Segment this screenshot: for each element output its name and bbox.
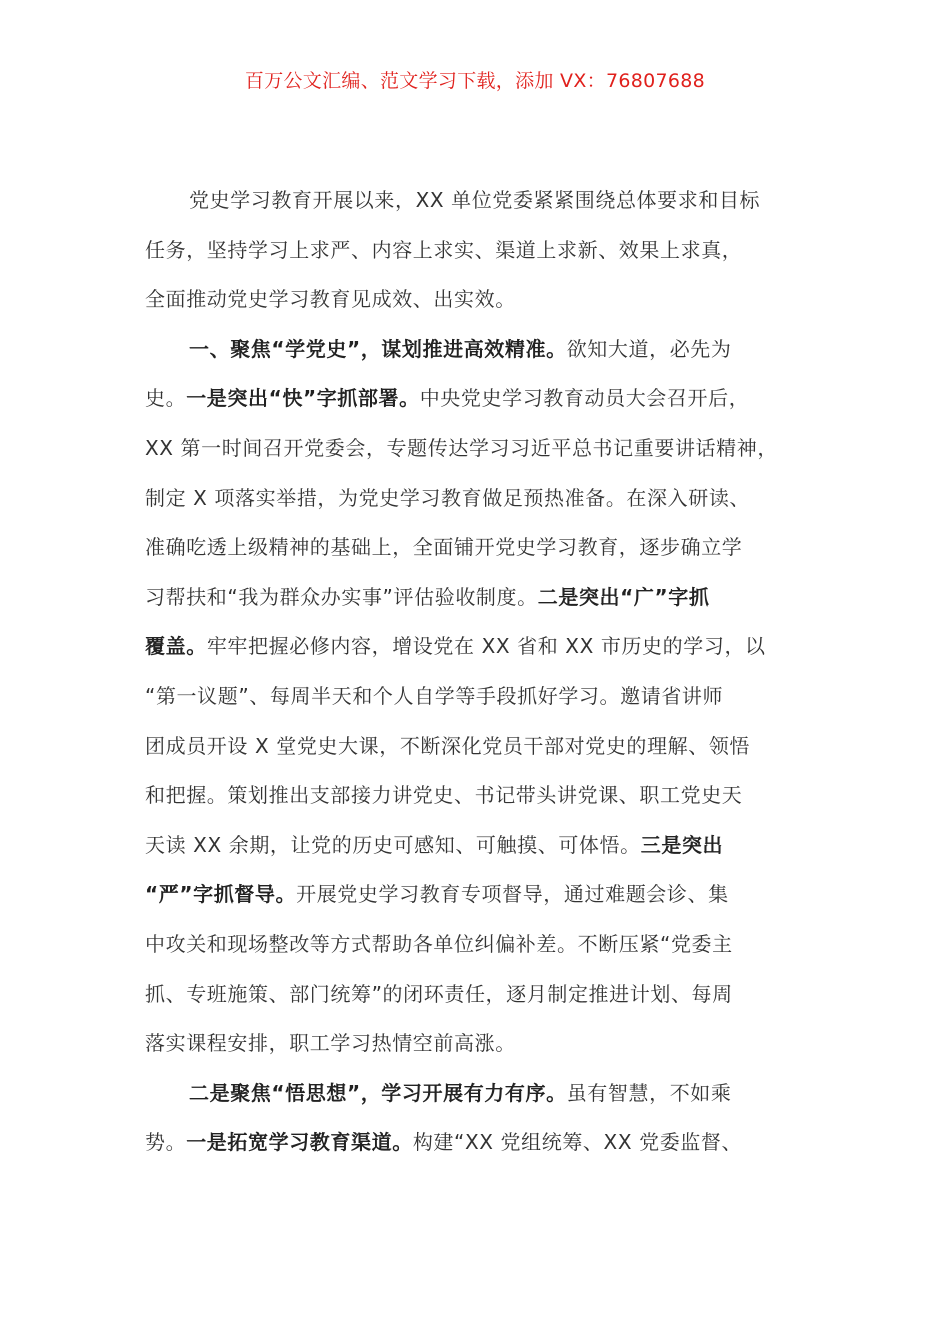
text-line — [145, 1075, 815, 1112]
text-line — [145, 628, 815, 665]
body-text: 党史学习教育开展以来，XX 单位党委紧紧围绕总体要求和目标 — [189, 188, 761, 212]
text-line — [145, 480, 815, 517]
body-text: 牢牢把握必修内容，增设党在 XX 省和 XX 市历史的学习，以 — [206, 634, 766, 659]
body-text: 中攻关和现场整改等方式帮助各单位纠偏补差。不断压紧“党委主 — [145, 931, 733, 956]
body-text: 全面推动党史学习教育见成效、出实效。 — [145, 287, 516, 312]
text-line — [145, 876, 815, 913]
text-line — [145, 777, 815, 814]
body-text: 和把握。策划推出支部接力讲党史、书记带头讲党课、职工党史天 — [145, 783, 743, 808]
watermark-header: 百万公文汇编、范文学习下载，添加 VX：76807688 — [244, 70, 706, 92]
text-line — [145, 529, 815, 566]
body-text: 天读 XX 余期，让党的历史可感知、可触摸、可体悟。 — [145, 832, 641, 857]
bold-heading-text: 二是聚焦“悟思想”，学习开展有力有序。 — [189, 1080, 567, 1105]
body-text: 准确吃透上级精神的基础上，全面铺开党史学习教育，逐步确立学 — [145, 535, 743, 560]
bold-heading-text: 二是突出“广”字抓 — [537, 584, 710, 609]
body-text: 制定 X 项落实举措，为党史学习教育做足预热准备。在深入研读、 — [145, 485, 751, 510]
body-text: 史。 — [145, 386, 187, 411]
bold-heading-text: “严”字抓督导。 — [145, 882, 297, 907]
text-line — [145, 976, 815, 1013]
body-text: 欲知大道，必先为 — [566, 336, 732, 361]
text-line — [145, 281, 815, 318]
bold-heading-text: 三是突出 — [640, 832, 724, 857]
bold-heading-text: 一是突出“快”字抓部署。 — [186, 386, 420, 411]
text-line — [145, 1025, 815, 1062]
bold-heading-text: 一、聚焦“学党史”，谋划推进高效精准。 — [189, 336, 567, 361]
body-text: 开展党史学习教育专项督导，通过难题会诊、集 — [296, 882, 729, 907]
document-body — [145, 182, 815, 1174]
bold-heading-text: 覆盖。 — [145, 634, 207, 659]
body-text: 落实课程安排，职工学习热情空前高涨。 — [145, 1031, 516, 1056]
body-text: XX 第一时间召开党委会，专题传达学习习近平总书记重要讲话精神， — [145, 435, 778, 460]
body-text: 构建“XX 党组统筹、XX 党委监督、 — [412, 1130, 743, 1155]
body-text: 势。 — [145, 1130, 187, 1155]
body-text: 中央党史学习教育动员大会召开后， — [419, 386, 750, 411]
text-line — [145, 926, 815, 963]
text-line — [145, 232, 815, 269]
text-line — [145, 182, 815, 219]
text-line — [145, 430, 815, 467]
text-line — [145, 678, 815, 715]
text-line — [145, 827, 815, 864]
body-text: “第一议题”、每周半天和个人自学等手段抓好学习。邀请省讲师 — [145, 683, 724, 708]
text-line — [145, 1124, 815, 1161]
text-line — [145, 579, 815, 616]
body-text: 任务，坚持学习上求严、内容上求实、渠道上求新、效果上求真， — [145, 237, 743, 262]
text-line — [145, 380, 815, 417]
bold-heading-text: 一是拓宽学习教育渠道。 — [186, 1130, 413, 1155]
body-text: 抓、专班施策、部门统筹”的闭环责任，逐月制定推进计划、每周 — [145, 981, 733, 1006]
body-text: 虽有智慧，不如乘 — [566, 1080, 732, 1105]
body-text: 习帮扶和“我为群众办实事”评估验收制度。 — [145, 584, 538, 609]
body-text: 团成员开设 X 堂党史大课，不断深化党员干部对党史的理解、领悟 — [145, 733, 751, 758]
text-line — [145, 728, 815, 765]
text-line — [145, 331, 815, 368]
